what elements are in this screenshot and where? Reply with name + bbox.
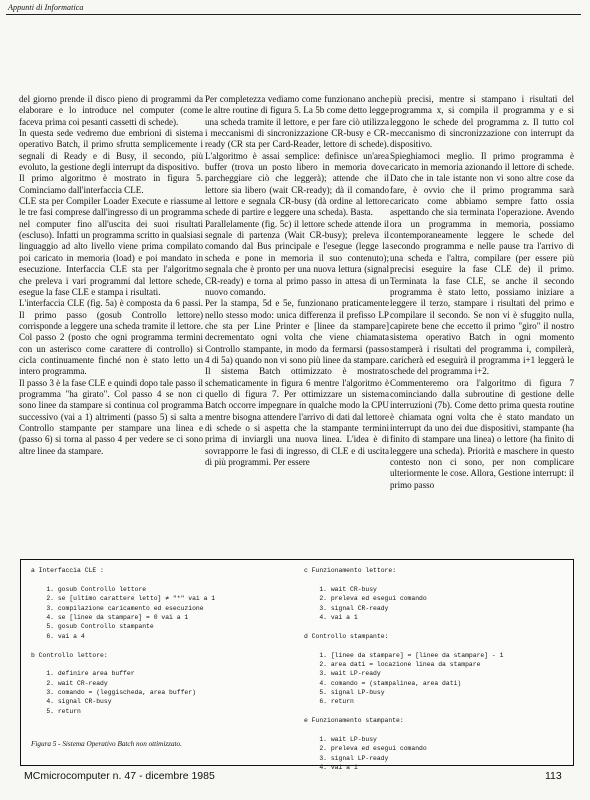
figure-5-box xyxy=(20,559,574,772)
code-line: 5. return xyxy=(31,707,81,715)
paragraph: Per la stampa, 5d e 5e, funzionano praticamente nello stesso modo: unica differenza il prefisso LP che sta per Line Printer e [linee da stampare] decrementato ogni volta che viene chiamata Controllo stampante, in modo da fermarsi (passo 4 di 5a) quando non vi sono più linee da stampare. xyxy=(205,298,389,365)
code-line: 2. se [ultimo carattere letto] ≠ "*" vai a 1 xyxy=(31,595,216,603)
algorithm-listing-left xyxy=(31,566,215,716)
paragraph: Commenteremo ora l'algoritmo di figura 7 cominciando dalla subroutine di gestione delle interruzioni (7b). Come detto prima questa routine è chiamata ogni volta che è stato mandato un interrupt da uno dei due dispositivi, stampante (ha finito di stampare una linea) o lettore (ha finito di leggere una scheda). Priorità e maschere in questo contesto non ci sono, per non complicare ulteriormente le cose. Allora, Gestione interrupt: il primo passo xyxy=(390,377,574,490)
code-line xyxy=(304,622,503,631)
code-line: 4. vai a 1 xyxy=(304,613,358,621)
code-line: 4. se [linee da stampare] = 0 vai a 1 xyxy=(31,613,189,621)
paragraph: Spieghiamoci meglio. Il primo programma è caricato in memoria azionando il lettore di schede. Dato che in tale istante non vi sono altre cose da fare, è ovvio che il primo programma sarà caricato come abbiamo sempre fatto ossia aspettando che sia terminata l'operazione. Avendo ora un programma in memoria, possiamo contemporaneamente leggere le schede del secondo programma e nelle pause tra l'arrivo di una scheda e l'altra, compilare (per essere più precisi eseguire la fase CLE de) il primo. Terminata la fase CLE, se anche il secondo programma è stato letto, possiamo iniziare a leggere il terzo, stampare i risultati del primo e compilare il secondo. Se non vi è sfuggito nulla, capirete bene che eccetto il primo "giro" il nostro sistema operativo Batch in ogni momento stamperà i risultati del programma i, compilerà, caricherà ed eseguirà il programma i+1 leggerà le schede del programma i+2. xyxy=(390,150,574,377)
paragraph: In questa sede vedremo due embrioni di sistema operativo Batch, il primo sfrutta semplicemente i segnali di Ready e di Busy, il secondo, più evoluto, la gestione degli interrupt da dispositivo. xyxy=(19,128,203,173)
code-line: 2. preleva ed esegui comando xyxy=(304,745,427,753)
code-line: 3. signal LP-ready xyxy=(304,754,389,762)
running-header: Appunti di Informatica xyxy=(8,3,84,12)
paragraph: Per completezza vediamo come funzionano anche le altre routine di figura 5. La 5b come detto legge una scheda tramite il lettore, e per fare ciò utilizza i meccanismi di sincronizzazione CR-busy e CR-ready (CR sta per Card-Reader, lettore di schede). L'algoritmo è assai semplice: definisce un'area buffer (trova un posto libero in memoria dove parcheggiare ciò che leggerà); attende che il lettore sia libero (wait CR-ready); dà il comando al lettore e segnala CR-busy (dà ordine al lettore schede di partire e leggere una scheda). Basta. xyxy=(205,94,389,218)
code-line: 3. comando = (leggischeda, area buffer) xyxy=(31,689,196,697)
code-line: 6. return xyxy=(304,698,354,706)
code-line xyxy=(31,660,215,669)
paragraph: Il primo algoritmo è mostrato in figura 5. Cominciamo dall'interfaccia CLE. xyxy=(19,173,203,195)
code-line: c Funzionamento lettore: xyxy=(304,567,397,574)
code-line: 2. area dati = locazione linea da stampare xyxy=(304,660,481,668)
paragraph: CLE sta per Compiler Loader Execute e riassume le tre fasi comprese dall'ingresso di un programma nel computer fino all'uscita dei suoi risultati (escluso). Infatti un programma scritto in qualsiasi linguaggio ad alto livello viene prima compilato poi caricato in memoria (load) e poi mandato in esecuzione. Interfaccia CLE sta per l'algoritmo che preleva i vari programmi dal lettore schede, esegue la fase CLE e stampa i risultati. xyxy=(19,196,203,297)
code-line: d Controllo stampante: xyxy=(304,632,389,640)
page-number: 113 xyxy=(545,770,562,782)
code-line: 6. vai a 4 xyxy=(31,632,85,640)
code-line: 4. vai a 1 xyxy=(304,764,358,772)
paragraph: Parallelamente (fig. 5c) il lettore schede attende il segnale di partenza (Wait CR-busy); preleva il comando dal Bus principale e l'esegue (legge la scheda e pone in memoria il suo contenuto); segnala che è pronto per una nuova lettura (signal CR-ready) e torna al primo passo in attesa di un nuovo comando. xyxy=(205,218,389,297)
paragraph: Il passo 3 è la fase CLE e quindi dopo tale passo il programma "ha girato". Col passo 4 se non ci sono linee da stampare si continua col programma successivo (vai a 1) altrimenti (passo 5) si salta a Controllo stampante per stampare una linea e (passo 6) si torna al passo 4 per vedere se ci sono altre linee da stampare. xyxy=(19,377,203,456)
code-line xyxy=(304,575,503,584)
footer-magazine-issue: MCmicrocomputer n. 47 - dicembre 1985 xyxy=(24,770,215,782)
code-line: 4. signal CR-busy xyxy=(31,698,112,706)
code-line xyxy=(304,726,503,735)
code-line: e Funzionamento stampante: xyxy=(304,717,404,725)
figure-caption: Figura 5 - Sistema Operativo Batch non ottimizzato. xyxy=(31,740,182,748)
code-line xyxy=(304,707,503,716)
code-line xyxy=(304,641,503,650)
code-line: 1. wait LP-busy xyxy=(304,736,377,744)
code-line: a Interfaccia CLE : xyxy=(31,567,104,574)
code-line: 5. gosub Controllo stampante xyxy=(31,623,154,631)
code-line: 5. signal LP-busy xyxy=(304,689,385,697)
code-line: 3. compilazione caricamento ed esecuzione xyxy=(31,604,204,612)
paragraph: più precisi, mentre si stampano i risultati del programma x, si compila il programma y e si leggono le schede del programma z. Il tutto col meccanismo di sincronizzazione con interrupt da dispositivo. xyxy=(390,94,574,150)
code-line: 4. comando = (stampalinea, area dati) xyxy=(304,679,462,687)
code-line xyxy=(31,641,215,650)
paragraph: del giorno prende il disco pieno di programmi da elaborare e lo introduce nel computer (come faceva prima coi pesanti cassetti di schede). xyxy=(19,94,203,127)
code-line: 1. definire area buffer xyxy=(31,670,135,678)
text-column-3 xyxy=(390,94,574,491)
paragraph: Il sistema Batch ottimizzato è mostrato schematicamente in figura 6 mentre l'algoritmo è quello di figura 7. Per ottimizzare un sistema Batch occorre impegnare in qualche modo la CPU mentre bisogna attendere l'arrivo di dati dal lettore di schede o si aspetta che la stampante termini prima di inviargli una nuova linea. L'idea è di sovrapporre le fasi di ingresso, di CLE e di uscita di più programmi. Per essere xyxy=(205,366,389,467)
code-line: 2. wait CR-ready xyxy=(31,679,108,687)
code-line: 2. preleva ed esegui comando xyxy=(304,595,427,603)
code-line: 3. wait LP-ready xyxy=(304,670,381,678)
text-column-2 xyxy=(205,94,389,468)
text-column-1 xyxy=(19,94,203,457)
algorithm-listing-right xyxy=(304,566,503,773)
header-rule xyxy=(6,14,581,15)
code-line: 1. gosub Controllo lettore xyxy=(31,585,147,593)
code-line: 1. wait CR-busy xyxy=(304,585,377,593)
code-line: b Controllo lettore: xyxy=(31,651,108,659)
paragraph: L'interfaccia CLE (fig. 5a) è composta da 6 passi. Il primo passo (gosub Controllo lettore) corrisponde a leggere una scheda tramite il lettore. Col passo 2 (posto che ogni programma termini con un asterisco come carattere di controllo) si cicla continuamente finché non è stato letto un intero programma. xyxy=(19,298,203,377)
code-line: 1. [linee da stampare] = [linee da stampare] - 1 xyxy=(304,651,504,659)
code-line: 3. signal CR-ready xyxy=(304,604,389,612)
code-line xyxy=(31,575,215,584)
